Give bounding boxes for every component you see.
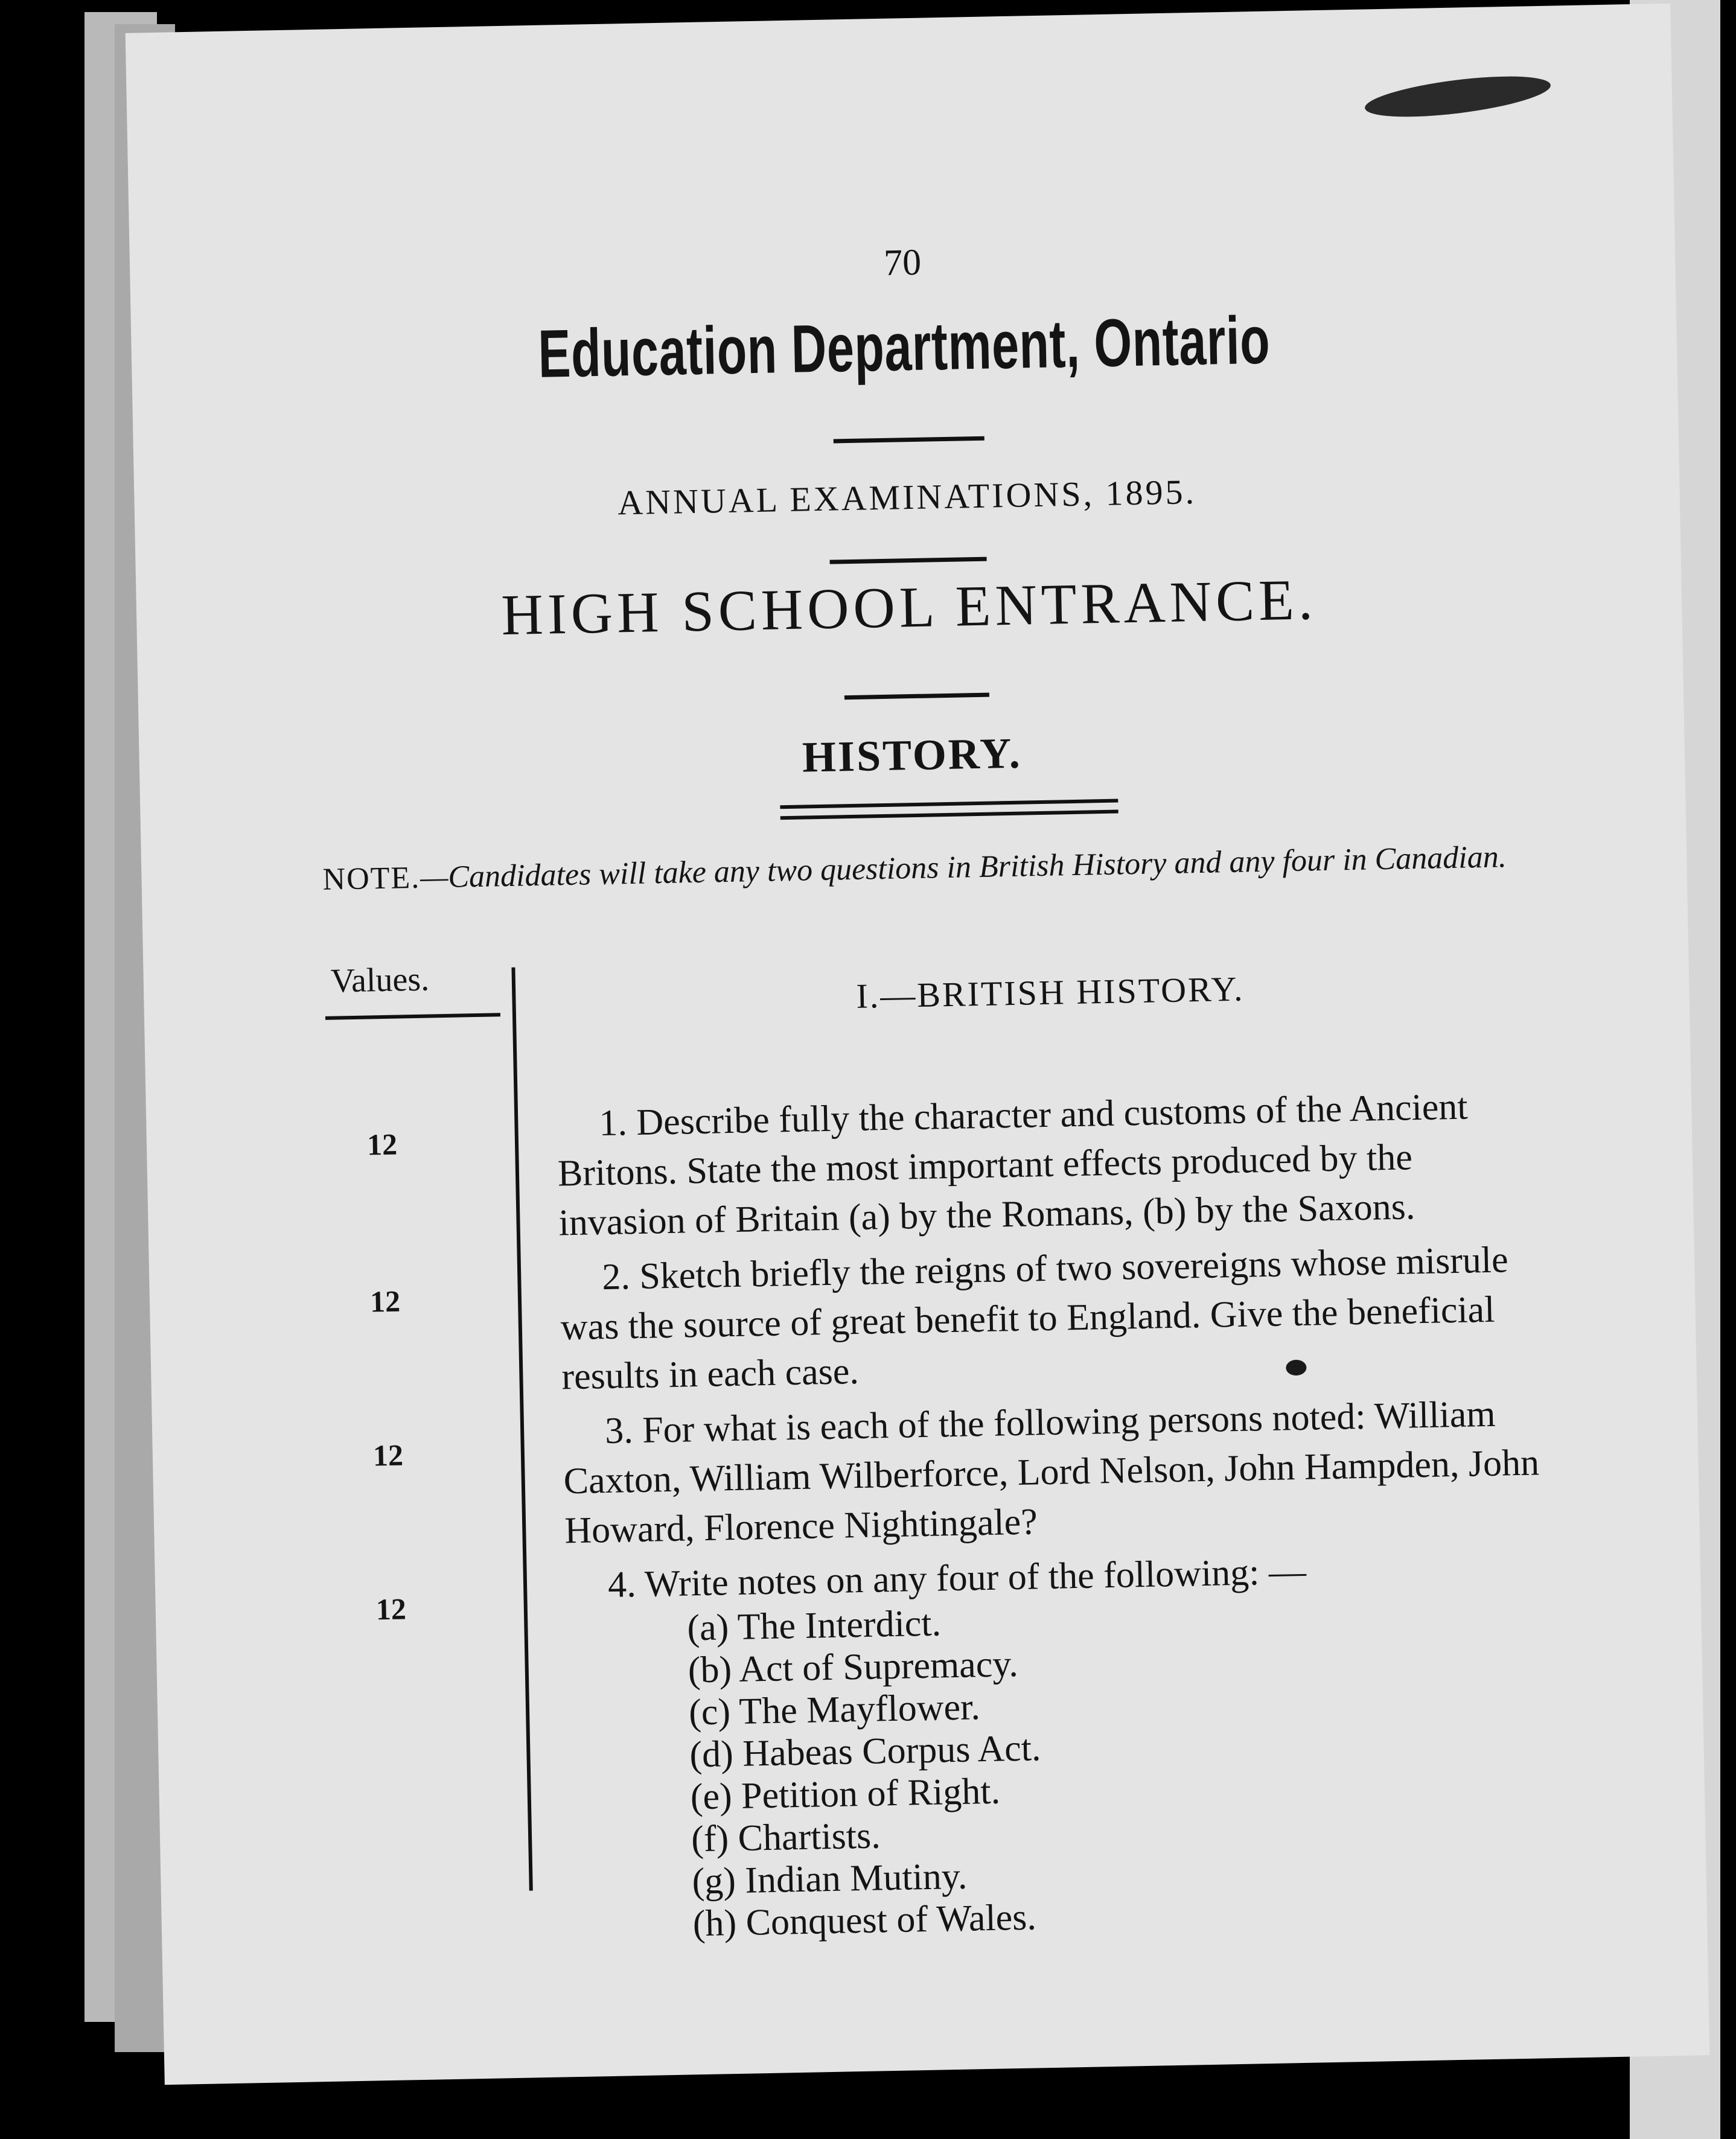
question-number: 1.: [598, 1102, 628, 1144]
question-2: [560, 1234, 1552, 1401]
column-divider: [511, 967, 532, 1891]
question-4-items: [687, 1600, 1045, 1945]
list-item: (h) Conquest of Wales.: [692, 1896, 1037, 1945]
question-value: 12: [375, 1592, 407, 1627]
note-text: —Candidates will take any two questions in British History and any four in Canadian.: [420, 840, 1507, 895]
question-1: [557, 1080, 1549, 1248]
question-value: 12: [369, 1284, 401, 1319]
list-item: (a) The Interdict.: [686, 1602, 942, 1649]
list-item: (g) Indian Mutiny.: [691, 1855, 968, 1902]
list-item: (b) Act of Supremacy.: [688, 1643, 1019, 1691]
question-number: 3.: [604, 1410, 634, 1452]
question-3: [562, 1388, 1554, 1555]
values-column-header: Values.: [330, 960, 430, 1000]
double-rule-bottom: [780, 810, 1119, 820]
double-rule-top: [780, 799, 1118, 809]
divider-rule: [830, 557, 987, 564]
question-text: For what is each of the following persons noted: William Caxton, William Wilberforce, Lord Nelson, John Hampden, John Howard, Florence Nightingale?: [563, 1393, 1540, 1552]
ink-blot: [1363, 69, 1553, 125]
note-label: NOTE.: [322, 860, 421, 897]
question-text: Sketch briefly the reigns of two sovereigns whose misrule was the source of great benefit to England. Give the beneficial results in each case.: [560, 1239, 1509, 1398]
section-title: I.—BRITISH HISTORY.: [855, 969, 1245, 1016]
divider-rule: [834, 436, 984, 444]
page-number: 70: [883, 241, 922, 284]
department-title: Education Department, Ontario: [537, 302, 1271, 392]
question-text: Describe fully the character and customs of the Ancient Britons. State the most important effects produced by the invasion of Britain (a) by the Romans, (b) by the Saxons.: [557, 1086, 1469, 1244]
list-item: (c) The Mayflower.: [688, 1686, 981, 1733]
list-item: (d) Habeas Corpus Act.: [689, 1727, 1042, 1776]
document-page: [126, 4, 1710, 2085]
question-number: 4.: [607, 1564, 637, 1606]
values-header-rule: [325, 1013, 500, 1020]
subject-title: HISTORY.: [802, 728, 1023, 782]
instructions-note: [322, 837, 1651, 897]
question-text: Write notes on any four of the following: —: [644, 1551, 1307, 1605]
entrance-title: HIGH SCHOOL ENTRANCE.: [500, 567, 1318, 648]
question-value: 12: [366, 1127, 398, 1162]
list-item: (e) Petition of Right.: [690, 1770, 1001, 1818]
divider-rule: [844, 693, 989, 700]
question-number: 2.: [601, 1256, 631, 1298]
exam-line: ANNUAL EXAMINATIONS, 1895.: [617, 471, 1197, 523]
question-value: 12: [372, 1438, 404, 1473]
list-item: (f) Chartists.: [691, 1815, 881, 1860]
